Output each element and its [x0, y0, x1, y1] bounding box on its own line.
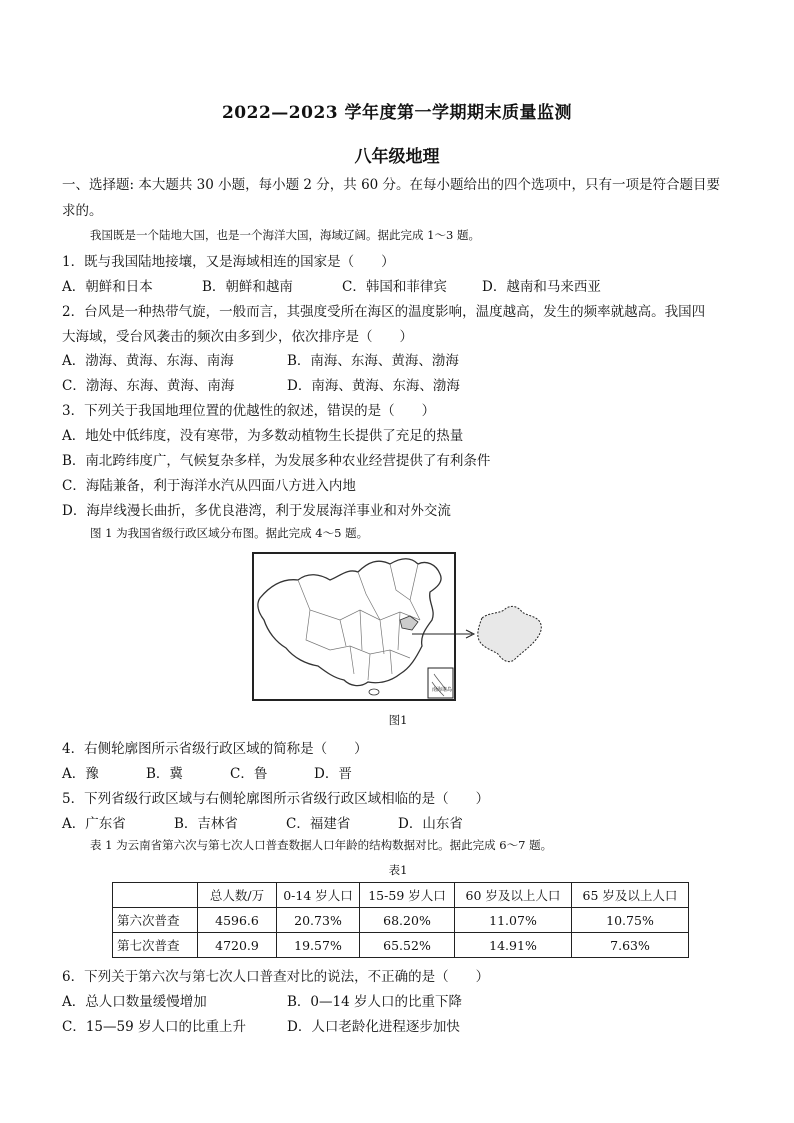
question-6-option-c: C．15—59 岁人口的比重上升 [62, 1019, 246, 1035]
question-6-option-d: D．人口老龄化进程逐步加快 [287, 1019, 460, 1035]
question-3-option-c: C．海陆兼备，利于海洋水汽从四面八方进入内地 [62, 478, 356, 494]
table-header-cell: 65 岁及以上人口 [572, 883, 689, 908]
question-1-option-b: B．朝鲜和越南 [202, 279, 293, 295]
table-caption: 表1 [388, 863, 408, 877]
question-5-stem: 5．下列省级行政区域与右侧轮廓图所示省级行政区域相临的是（ ） [62, 791, 490, 807]
question-5-option-d: D．山东省 [398, 816, 463, 832]
question-6-stem: 6．下列关于第六次与第七次人口普查对比的说法，不正确的是（ ） [62, 969, 490, 985]
table-cell: 7.63% [572, 933, 689, 958]
table-header-cell: 0-14 岁人口 [277, 883, 360, 908]
figure-caption: 图1 [388, 713, 408, 727]
question-6-option-a: A．总人口数量缓慢增加 [62, 994, 207, 1010]
section-instruction-line1: 一、选择题: 本大题共 30 小题，每小题 2 分，共 60 分。在每小题给出的四个选项中，只有一项是符合题目要 [62, 177, 721, 193]
question-3-option-b: B．南北跨纬度广，气候复杂多样，为发展多种农业经营提供了有利条件 [62, 453, 491, 469]
table-cell: 14.91% [455, 933, 572, 958]
inset-label: 南海诸岛 [432, 687, 453, 693]
question-4-stem: 4．右侧轮廓图所示省级行政区域的简称是（ ） [62, 741, 368, 757]
question-1-option-a: A．朝鲜和日本 [62, 279, 153, 295]
question-1-stem: 1．既与我国陆地接壤，又是海域相连的国家是（ ） [62, 254, 395, 270]
question-1-option-d: D．越南和马来西亚 [482, 279, 601, 295]
table-cell: 68.20% [360, 908, 455, 933]
question-4-option-d: D．晋 [314, 766, 352, 782]
question-5-option-a: A．广东省 [62, 816, 126, 832]
exam-subtitle: 八年级地理 [354, 147, 440, 167]
table-header-cell: 15-59 岁人口 [360, 883, 455, 908]
intro-q1-3: 我国既是一个陆地大国，也是一个海洋大国，海域辽阔。据此完成 1～3 题。 [90, 228, 480, 242]
table-cell: 19.57% [277, 933, 360, 958]
table-row [113, 908, 689, 933]
question-2-stem-line2: 大海域，受台风袭击的频次由多到少，依次排序是（ ） [62, 329, 413, 345]
question-5-option-c: C．福建省 [286, 816, 351, 832]
table-header-cell [113, 883, 198, 908]
province-outline [478, 606, 541, 661]
exam-title: 2022—2023 学年度第一学期期末质量监测 [221, 103, 573, 123]
intro-q6-7: 表 1 为云南省第六次与第七次人口普查数据人口年龄的结构数据对比。据此完成 6～7 题。 [90, 838, 553, 852]
table-cell: 第六次普查 [113, 908, 198, 933]
table-cell: 10.75% [572, 908, 689, 933]
table-header-cell: 总人数/万 [198, 883, 277, 908]
table-header-row [113, 883, 689, 908]
table-cell: 11.07% [455, 908, 572, 933]
census-table [112, 882, 689, 958]
question-4-option-a: A．豫 [62, 766, 99, 782]
table-cell: 4596.6 [198, 908, 277, 933]
table-cell: 20.73% [277, 908, 360, 933]
question-2-option-c: C．渤海、东海、黄海、南海 [62, 378, 235, 394]
intro-q4-5: 图 1 为我国省级行政区域分布图。据此完成 4～5 题。 [90, 526, 369, 540]
question-3-stem: 3．下列关于我国地理位置的优越性的叙述，错误的是（ ） [62, 403, 436, 419]
table-header-cell: 60 岁及以上人口 [455, 883, 572, 908]
question-2-option-a: A．渤海、黄海、东海、南海 [62, 353, 234, 369]
question-6-option-b: B．0—14 岁人口的比重下降 [287, 994, 462, 1010]
question-5-option-b: B．吉林省 [174, 816, 238, 832]
table-cell: 第七次普查 [113, 933, 198, 958]
question-2-option-b: B．南海、东海、黄海、渤海 [287, 353, 459, 369]
table-row [113, 933, 689, 958]
table-cell: 4720.9 [198, 933, 277, 958]
table-cell: 65.52% [360, 933, 455, 958]
question-3-option-d: D．海岸线漫长曲折，多优良港湾，利于发展海洋事业和对外交流 [62, 503, 451, 519]
question-2-stem-line1: 2．台风是一种热带气旋，一般而言，其强度受所在海区的温度影响，温度越高，发生的频率就越高。我国四 [62, 304, 706, 320]
question-4-option-b: B．冀 [146, 766, 183, 782]
question-3-option-a: A．地处中低纬度，没有寒带，为多数动植物生长提供了充足的热量 [62, 428, 464, 444]
question-1-option-c: C．韩国和菲律宾 [342, 279, 447, 295]
question-4-option-c: C．鲁 [230, 766, 268, 782]
section-instruction-line2: 求的。 [62, 203, 103, 219]
question-2-option-d: D．南海、黄海、东海、渤海 [287, 378, 460, 394]
province-map-figure [250, 550, 548, 702]
